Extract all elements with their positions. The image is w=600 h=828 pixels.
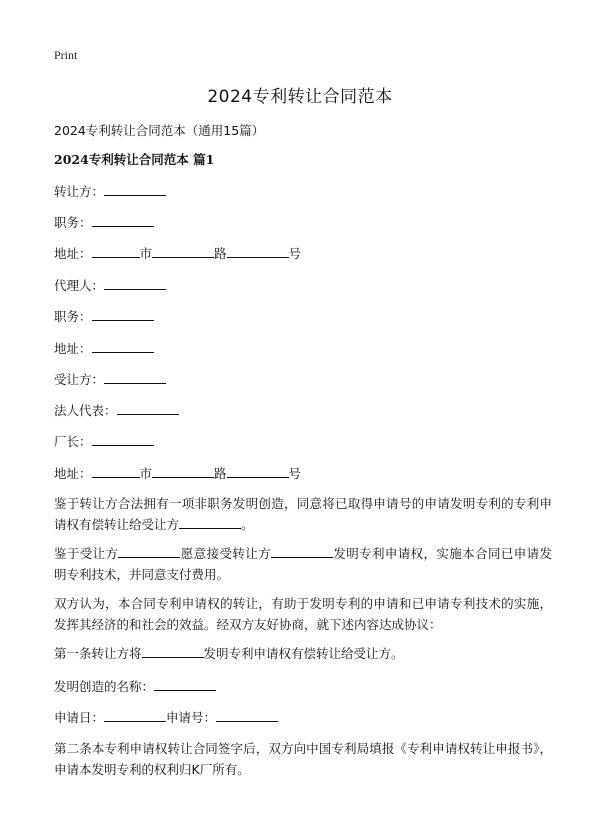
field-label: 申请日： (54, 710, 105, 725)
blank-line (227, 465, 289, 478)
blank-line (92, 245, 140, 258)
blank-line (117, 402, 179, 415)
field-application-info (54, 708, 278, 726)
city-label: 市 (139, 246, 153, 261)
blank-line (152, 465, 214, 478)
field-label: 职务： (54, 309, 92, 324)
field-label: 职务： (54, 215, 92, 230)
blank-line (92, 465, 140, 478)
field-position-2 (54, 307, 154, 325)
paragraph-article-2: 第二条本专利申请权转让合同签字后，双方向中国专利局填报《专利申请权转让申报书》，申请本发明专利的权利归K厂所有。 (54, 741, 552, 777)
field-label: 地址： (54, 341, 92, 356)
paragraph-preamble-2 (54, 543, 552, 585)
field-transferee (54, 370, 166, 388)
field-agent (54, 276, 166, 294)
field-label: 法人代表： (54, 403, 117, 418)
blank-line (104, 371, 166, 384)
field-transferor (54, 182, 166, 200)
field-address-1 (54, 244, 301, 262)
field-position-1 (54, 213, 154, 231)
field-legal-representative (54, 401, 179, 419)
field-label: 发明创造的名称： (54, 679, 155, 694)
city-label: 市 (139, 466, 153, 481)
paragraph-text: 发明专利申请权有偿转让给受让方。 (203, 646, 404, 661)
blank-line (271, 545, 333, 558)
number-label: 号 (288, 246, 302, 261)
road-label: 路 (214, 466, 227, 481)
field-label: 代理人： (54, 278, 105, 293)
blank-line (104, 709, 166, 722)
paragraph-preamble-1 (54, 493, 552, 535)
blank-line (92, 214, 154, 227)
blank-line (179, 516, 241, 529)
blank-line (142, 645, 204, 658)
field-invention-name (54, 677, 216, 695)
blank-line (152, 245, 214, 258)
blank-line (216, 709, 278, 722)
blank-line (92, 308, 154, 321)
field-label: 地址： (54, 246, 92, 261)
field-label: 转让方： (54, 184, 105, 199)
field-address-3 (54, 464, 301, 482)
blank-line (118, 545, 180, 558)
blank-line (227, 245, 289, 258)
paragraph-preamble-3: 双方认为，本合同专利申请权的转让，有助于发明专利的申请和已申请专利技术的实施，发挥其经济的和社会的效益。经双方友好协商，就下述内容达成协议： (54, 596, 552, 632)
road-label: 路 (214, 246, 227, 261)
blank-line (92, 340, 154, 353)
paragraph-text: 鉴于转让方合法拥有一项非职务发明创造，同意将已取得申请号的申请发明专利的专利申请权有偿转让给受让方 (54, 496, 552, 532)
blank-line (92, 433, 154, 446)
field-label: 厂长： (54, 434, 92, 449)
blank-line (104, 183, 166, 196)
blank-line (104, 277, 166, 290)
paragraph-text: 发明专利申请权，实施本合同已申请发明专利技术，并同意支付费用。 (54, 546, 552, 582)
blank-line (154, 678, 216, 691)
paragraph-article-1 (54, 643, 552, 664)
field-label: 受让方： (54, 372, 105, 387)
print-link[interactable]: Print (54, 48, 78, 62)
paragraph-text: 鉴于受让方 (54, 546, 119, 561)
paragraph-text: 愿意接受转让方 (180, 546, 271, 561)
paragraph-text: 第一条转让方将 (54, 646, 142, 661)
paragraph-text: 。 (241, 517, 254, 532)
field-factory-head (54, 432, 154, 450)
document-title: 2024专利转让合同范本 (207, 87, 393, 107)
field-label: 地址： (54, 466, 92, 481)
number-label: 号 (288, 466, 302, 481)
field-address-2 (54, 339, 154, 357)
section-heading: 2024专利转让合同范本 篇1 (54, 152, 215, 167)
field-label: 申请号： (166, 710, 217, 725)
document-subtitle: 2024专利转让合同范本（通用15篇） (54, 123, 265, 138)
